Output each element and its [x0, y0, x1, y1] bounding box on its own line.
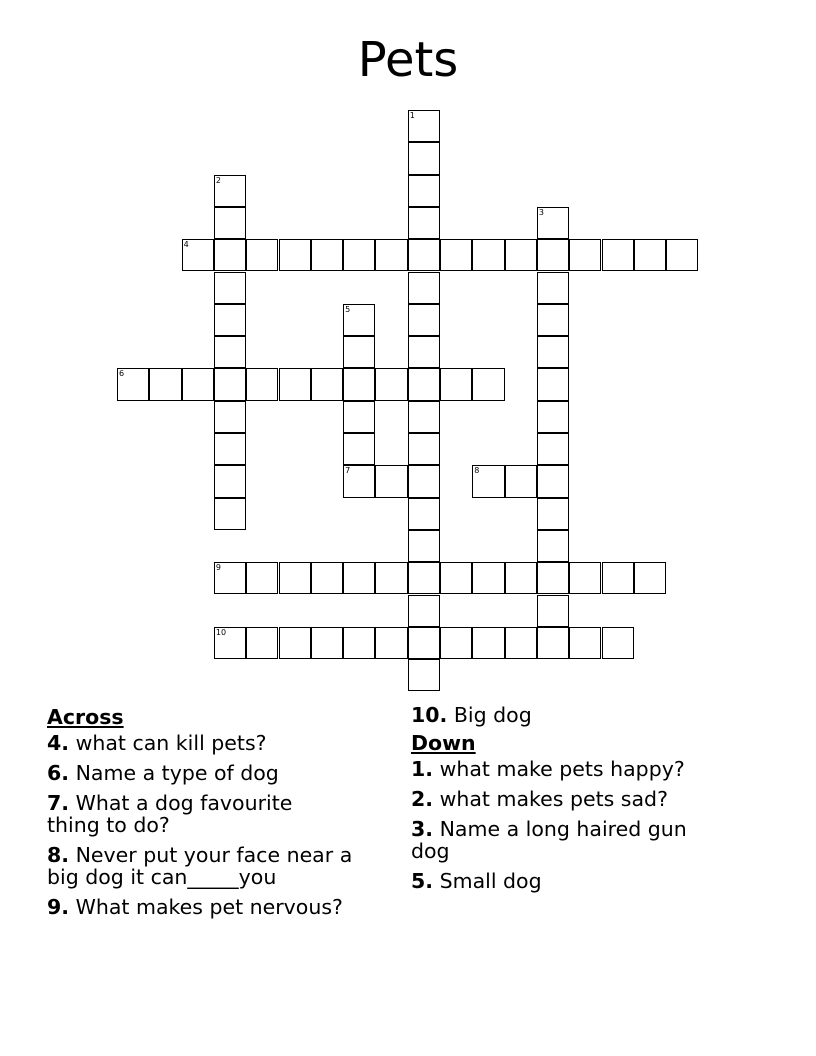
- grid-cell[interactable]: [214, 433, 246, 465]
- grid-cell[interactable]: [602, 239, 634, 271]
- grid-cell[interactable]: [182, 368, 214, 400]
- clue-text: what can kill pets?: [75, 731, 267, 755]
- across-heading: Across: [47, 705, 124, 729]
- grid-cell[interactable]: [343, 368, 375, 400]
- clue-text: What a dog favourite thing to do?: [47, 791, 293, 837]
- cell-number: 3: [538, 207, 544, 217]
- grid-cell[interactable]: [311, 368, 343, 400]
- grid-cell[interactable]: [343, 304, 375, 336]
- grid-cell[interactable]: [505, 239, 537, 271]
- grid-cell[interactable]: [505, 627, 537, 659]
- clue-number: 10.: [411, 703, 448, 727]
- grid-cell[interactable]: [375, 368, 407, 400]
- grid-cell[interactable]: [214, 207, 246, 239]
- grid-cell[interactable]: [505, 562, 537, 594]
- grid-cell[interactable]: [602, 562, 634, 594]
- grid-cell[interactable]: [246, 368, 278, 400]
- grid-cell[interactable]: [343, 562, 375, 594]
- grid-cell[interactable]: [279, 627, 311, 659]
- puzzle-title: Pets: [357, 32, 459, 88]
- grid-cell[interactable]: [214, 498, 246, 530]
- clue-number: 7.: [47, 791, 70, 815]
- grid-cell[interactable]: [343, 465, 375, 497]
- grid-cell[interactable]: [343, 401, 375, 433]
- grid-cell[interactable]: [666, 239, 698, 271]
- grid-cell[interactable]: [440, 239, 472, 271]
- grid-cell[interactable]: [537, 207, 569, 239]
- grid-cell[interactable]: [537, 239, 569, 271]
- grid-cell[interactable]: [537, 465, 569, 497]
- grid-cell[interactable]: [408, 239, 440, 271]
- grid-cell[interactable]: [569, 562, 601, 594]
- grid-cell[interactable]: [408, 562, 440, 594]
- grid-cell[interactable]: [149, 368, 181, 400]
- clue-number: 1.: [411, 757, 434, 781]
- grid-cell[interactable]: [408, 336, 440, 368]
- clue-text: Name a type of dog: [75, 761, 279, 785]
- cell-number: 4: [183, 240, 189, 250]
- grid-cell[interactable]: [408, 595, 440, 627]
- cell-number: 10: [215, 627, 227, 637]
- grid-cell[interactable]: [537, 530, 569, 562]
- clue-down-3: [411, 818, 726, 862]
- grid-cell[interactable]: [537, 272, 569, 304]
- grid-cell[interactable]: [214, 336, 246, 368]
- clue-number: 3.: [411, 817, 434, 841]
- clue-text: what makes pets sad?: [439, 787, 668, 811]
- grid-cell[interactable]: [472, 465, 504, 497]
- grid-cell[interactable]: [472, 562, 504, 594]
- clue-across-8: [47, 844, 377, 888]
- grid-cell[interactable]: [214, 304, 246, 336]
- grid-cell[interactable]: [246, 627, 278, 659]
- grid-cell[interactable]: [311, 627, 343, 659]
- grid-cell[interactable]: [375, 239, 407, 271]
- grid-cell[interactable]: [537, 627, 569, 659]
- clue-across-6: [47, 762, 387, 784]
- grid-cell[interactable]: [537, 433, 569, 465]
- grid-cell[interactable]: [214, 627, 246, 659]
- grid-cell[interactable]: [537, 368, 569, 400]
- grid-cell[interactable]: [472, 368, 504, 400]
- grid-cell[interactable]: [408, 272, 440, 304]
- grid-cell[interactable]: [440, 627, 472, 659]
- grid-cell[interactable]: [634, 562, 666, 594]
- grid-cell[interactable]: [602, 627, 634, 659]
- grid-cell[interactable]: [537, 562, 569, 594]
- cell-number: 8: [474, 466, 480, 476]
- clues-left-column: [47, 702, 387, 926]
- grid-cell[interactable]: [505, 465, 537, 497]
- clue-number: 8.: [47, 843, 70, 867]
- cell-number: 7: [345, 466, 351, 476]
- grid-cell[interactable]: [408, 433, 440, 465]
- clue-across-10: [411, 704, 731, 726]
- grid-cell[interactable]: [214, 401, 246, 433]
- grid-cell[interactable]: [472, 239, 504, 271]
- grid-cell[interactable]: [537, 401, 569, 433]
- clue-number: 4.: [47, 731, 70, 755]
- clue-number: 5.: [411, 869, 434, 893]
- clue-text: Small dog: [439, 869, 542, 893]
- clue-text: what make pets happy?: [439, 757, 685, 781]
- down-heading: Down: [411, 731, 476, 755]
- grid-cell[interactable]: [537, 498, 569, 530]
- grid-cell[interactable]: [440, 368, 472, 400]
- grid-cell[interactable]: [408, 659, 440, 691]
- grid-cell[interactable]: [472, 627, 504, 659]
- clue-text: What makes pet nervous?: [75, 895, 343, 919]
- clue-text: Never put your face near a big dog it can_____you: [47, 843, 353, 889]
- cell-number: 6: [119, 369, 125, 379]
- grid-cell[interactable]: [343, 627, 375, 659]
- cell-number: 5: [345, 304, 351, 314]
- clue-down-2: [411, 788, 731, 810]
- grid-cell[interactable]: [182, 239, 214, 271]
- grid-cell[interactable]: [214, 272, 246, 304]
- grid-cell[interactable]: [408, 465, 440, 497]
- clue-number: 6.: [47, 761, 70, 785]
- grid-cell[interactable]: [311, 239, 343, 271]
- grid-cell[interactable]: [343, 239, 375, 271]
- grid-cell[interactable]: [117, 368, 149, 400]
- grid-cell[interactable]: [375, 627, 407, 659]
- grid-cell[interactable]: [279, 368, 311, 400]
- grid-cell[interactable]: [408, 175, 440, 207]
- grid-cell[interactable]: [246, 562, 278, 594]
- clue-across-4: [47, 732, 387, 754]
- grid-cell[interactable]: [279, 239, 311, 271]
- clue-number: 2.: [411, 787, 434, 811]
- cell-number: 2: [215, 175, 221, 185]
- cell-number: 1: [409, 111, 415, 120]
- grid-cell[interactable]: [569, 627, 601, 659]
- grid-cell[interactable]: [537, 336, 569, 368]
- grid-cell[interactable]: [408, 498, 440, 530]
- grid-cell[interactable]: [214, 239, 246, 271]
- clue-down-1: [411, 758, 731, 780]
- grid-cell[interactable]: [537, 304, 569, 336]
- clue-across-9: [47, 896, 387, 918]
- grid-cell[interactable]: [408, 401, 440, 433]
- clue-across-7: [47, 792, 347, 836]
- grid-cell[interactable]: [343, 336, 375, 368]
- grid-cell[interactable]: [408, 530, 440, 562]
- grid-cell[interactable]: [375, 562, 407, 594]
- grid-cell[interactable]: [569, 239, 601, 271]
- grid-cell[interactable]: [279, 562, 311, 594]
- grid-cell[interactable]: [408, 207, 440, 239]
- grid-cell[interactable]: [408, 627, 440, 659]
- grid-cell[interactable]: [408, 304, 440, 336]
- grid-cell[interactable]: [246, 239, 278, 271]
- grid-cell[interactable]: [214, 175, 246, 207]
- clues-right-column: [411, 704, 731, 900]
- grid-cell[interactable]: [375, 465, 407, 497]
- clue-number: 9.: [47, 895, 70, 919]
- grid-cell[interactable]: [440, 562, 472, 594]
- grid-cell[interactable]: [537, 595, 569, 627]
- grid-cell[interactable]: [408, 368, 440, 400]
- grid-cell[interactable]: [634, 239, 666, 271]
- grid-cell[interactable]: [214, 562, 246, 594]
- grid-cell[interactable]: [214, 465, 246, 497]
- clue-text: Name a long haired gun dog: [411, 817, 687, 863]
- grid-cell[interactable]: [343, 433, 375, 465]
- cell-number: 9: [215, 563, 221, 573]
- grid-cell[interactable]: [214, 368, 246, 400]
- clue-down-5: [411, 870, 731, 892]
- grid-cell[interactable]: [408, 142, 440, 174]
- grid-cell[interactable]: [408, 110, 440, 142]
- grid-cell[interactable]: [311, 562, 343, 594]
- clue-text: Big dog: [453, 703, 532, 727]
